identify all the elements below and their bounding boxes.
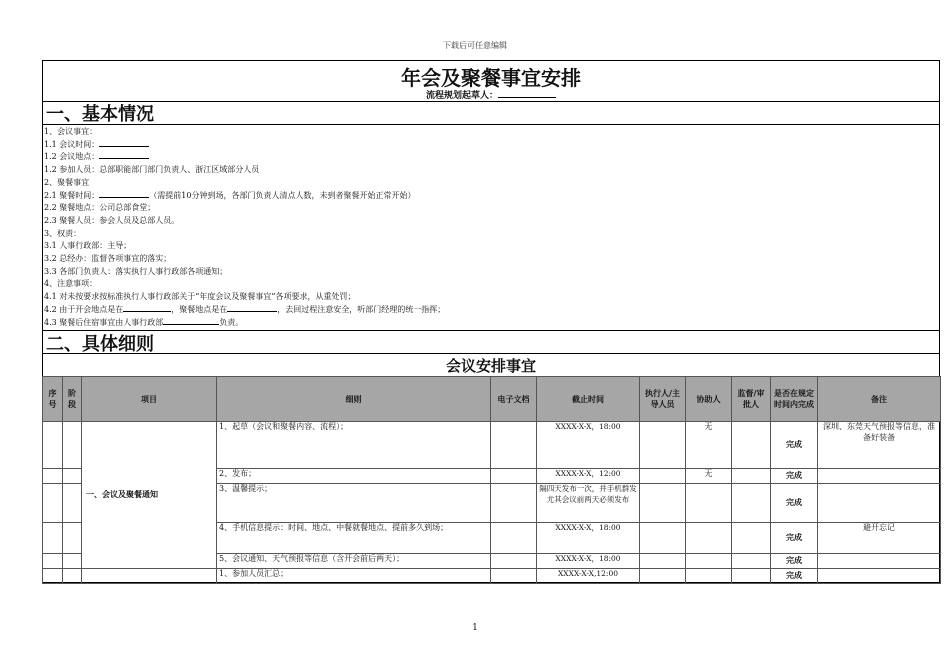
section-heading-basic: 一、基本情况	[46, 104, 154, 125]
item-text: 3.2 总经办：监督各项事宜的落实；	[44, 254, 172, 263]
cell-deadline: XXXX-X-X，12:00	[537, 469, 640, 484]
cell-deadline: XXXX-X-X，18:00	[537, 422, 640, 469]
fill-in-blank[interactable]	[163, 317, 219, 325]
cell-seq	[43, 422, 63, 469]
item-text: 2.2 聚餐地点：公司总部食堂；	[44, 203, 156, 213]
item-text: 2、聚餐事宜	[44, 177, 90, 187]
cell-edoc	[491, 469, 537, 484]
item-text: 3.1 人事行政部：主导；	[44, 241, 132, 251]
cell-stage	[63, 469, 82, 484]
divider	[42, 101, 940, 102]
cell-deadline: 隔四天发布一次，并手机群发尤其会议前两天必须发布	[537, 484, 640, 523]
cell-deadline: XXXX-X-X，18:00	[537, 554, 640, 569]
col-seq: 序号	[43, 377, 63, 422]
item-text: 1.2 会议地点：	[44, 152, 100, 162]
table-row	[43, 569, 941, 584]
basic-info-item	[44, 278, 97, 289]
col-done: 是否在规定时间内完成	[771, 377, 818, 422]
item-text-cont: ，聚餐地点是在	[171, 304, 228, 314]
table-title: 会议安排事宜	[445, 357, 536, 375]
col-stage: 阶段	[63, 377, 82, 422]
cell-detail: 1、起草（会议和聚餐内容、流程）；	[217, 422, 491, 469]
table-header-row	[43, 377, 941, 422]
cell-seq	[43, 523, 63, 554]
cell-seq	[43, 569, 63, 584]
cell-note	[818, 554, 941, 569]
item-text-cont: ，去回过程注意安全，听部门经理的统一指挥；	[277, 304, 446, 314]
col-note: 备注	[818, 377, 941, 422]
cell-executor	[640, 569, 686, 584]
cell-detail: 5、会议通知、天气预报等信息（含开会前后两天）；	[217, 554, 491, 569]
cell-stage	[63, 523, 82, 554]
item-text: 4.2 由于开会地点是在	[44, 304, 124, 314]
cell-edoc	[491, 554, 537, 569]
cell-done: 完成	[771, 523, 818, 554]
cell-detail: 1、参加人员汇总；	[217, 569, 491, 584]
cell-note	[818, 569, 941, 584]
col-detail: 细则	[217, 377, 491, 422]
divider	[42, 330, 940, 331]
cell-stage	[63, 484, 82, 523]
basic-info-item	[44, 126, 97, 137]
cell-stage	[63, 554, 82, 569]
item-text: 1、会议事宜：	[44, 127, 98, 136]
item-text-cont: 负责。	[219, 317, 244, 327]
fill-in-blank[interactable]	[99, 151, 149, 159]
item-text: 4.1 对未按要求按标准执行人事行政部关于“年度会议及聚餐事宜”各项要求，从重处罚；	[44, 292, 356, 302]
item-text: 1.1 会议时间：	[44, 139, 100, 149]
cell-project-group: 一、会议及聚餐通知	[82, 422, 217, 569]
col-executor: 执行人/主导人员	[640, 377, 686, 422]
cell-edoc	[491, 484, 537, 523]
basic-info-item	[44, 304, 445, 315]
item-text: 3、权责：	[44, 228, 82, 238]
cell-executor	[640, 523, 686, 554]
fill-in-blank[interactable]	[99, 139, 149, 147]
cell-supervisor	[732, 484, 771, 523]
basic-info-item	[44, 266, 227, 277]
basic-info-item	[44, 151, 149, 162]
fill-in-blank[interactable]	[123, 304, 171, 312]
basic-info-item	[44, 291, 355, 302]
cell-done: 完成	[771, 484, 818, 523]
cell-supervisor	[732, 569, 771, 584]
cell-supervisor	[732, 469, 771, 484]
cell-supervisor	[732, 523, 771, 554]
basic-info-item	[44, 228, 81, 239]
cell-detail: 2、发布；	[217, 469, 491, 484]
cell-supervisor	[732, 422, 771, 469]
cell-executor	[640, 422, 686, 469]
schedule-table	[42, 376, 941, 584]
cell-seq	[43, 554, 63, 569]
cell-project	[82, 569, 217, 584]
cell-edoc	[491, 422, 537, 469]
cell-assistant	[686, 484, 732, 523]
table-row	[43, 422, 941, 469]
cell-seq	[43, 484, 63, 523]
drafter-blank[interactable]	[498, 89, 556, 98]
page-number: 1	[472, 623, 478, 633]
item-text: 3.3 各部门负责人：落实执行人事行政部各项通知；	[44, 266, 228, 276]
cell-stage	[63, 569, 82, 584]
cell-note	[818, 484, 941, 523]
cell-assistant	[686, 554, 732, 569]
cell-detail: 3、温馨提示；	[217, 484, 491, 523]
cell-detail: 4、手机信息提示：时间、地点、中餐就餐地点、提前多久到场；	[217, 523, 491, 554]
header-note: 下载后可任意编辑	[443, 41, 507, 50]
cell-executor	[640, 554, 686, 569]
basic-info-item	[44, 317, 243, 328]
fill-in-blank[interactable]	[227, 304, 277, 312]
cell-assistant	[686, 523, 732, 554]
basic-info-item	[44, 240, 131, 251]
document-title: 年会及聚餐事宜安排	[401, 66, 581, 90]
cell-seq	[43, 469, 63, 484]
cell-supervisor	[732, 554, 771, 569]
cell-done: 完成	[771, 554, 818, 569]
cell-assistant	[686, 569, 732, 584]
divider	[42, 124, 940, 125]
item-text: 4.3 聚餐后住宿事宜由人事行政部	[44, 317, 164, 327]
col-edoc: 电子文档	[491, 377, 537, 422]
item-text: 1.2 参加人员：总部职能部门部门负责人、浙江区域部分人员	[44, 165, 260, 175]
cell-done: 完成	[771, 569, 818, 584]
cell-assistant: 无	[686, 469, 732, 484]
cell-note: 避开忘记	[818, 523, 941, 554]
col-assistant: 协助人	[686, 377, 732, 422]
cell-note: 深圳、东莞天气预报等信息，准备好装备	[818, 422, 941, 469]
fill-in-blank[interactable]	[99, 190, 149, 198]
cell-assistant: 无	[686, 422, 732, 469]
basic-info-item	[44, 253, 171, 264]
cell-deadline: XXXX-X-X，18:00	[537, 523, 640, 554]
item-text: 4、注意事项：	[44, 279, 98, 289]
basic-info-item	[44, 202, 155, 213]
cell-done: 完成	[771, 469, 818, 484]
drafter-label: 流程规划起草人：	[425, 91, 498, 101]
cell-executor	[640, 484, 686, 523]
cell-done: 完成	[771, 422, 818, 469]
item-text: 2.1 聚餐时间：	[44, 190, 100, 200]
section-heading-details: 二、具体细则	[46, 334, 154, 355]
basic-info-item	[44, 139, 149, 150]
col-supervisor: 监督/审批人	[732, 377, 771, 422]
cell-edoc	[491, 569, 537, 584]
divider	[42, 353, 940, 354]
item-text: 2.3 聚餐人员：参会人员及总部人员。	[44, 215, 180, 225]
col-deadline: 截止时间	[537, 377, 640, 422]
basic-info-item	[44, 164, 259, 175]
col-project: 项目	[82, 377, 217, 422]
item-text-cont: （需提前10分钟到场，各部门负责人清点人数，未到者聚餐开始正常开始）	[149, 190, 416, 200]
basic-info-item	[44, 190, 415, 201]
cell-note	[818, 469, 941, 484]
cell-deadline: XXXX-X-X,12:00	[537, 569, 640, 584]
basic-info-item	[44, 177, 89, 188]
cell-stage	[63, 422, 82, 469]
cell-edoc	[491, 523, 537, 554]
cell-executor	[640, 469, 686, 484]
drafter-line	[42, 88, 940, 101]
basic-info-item	[44, 215, 179, 226]
